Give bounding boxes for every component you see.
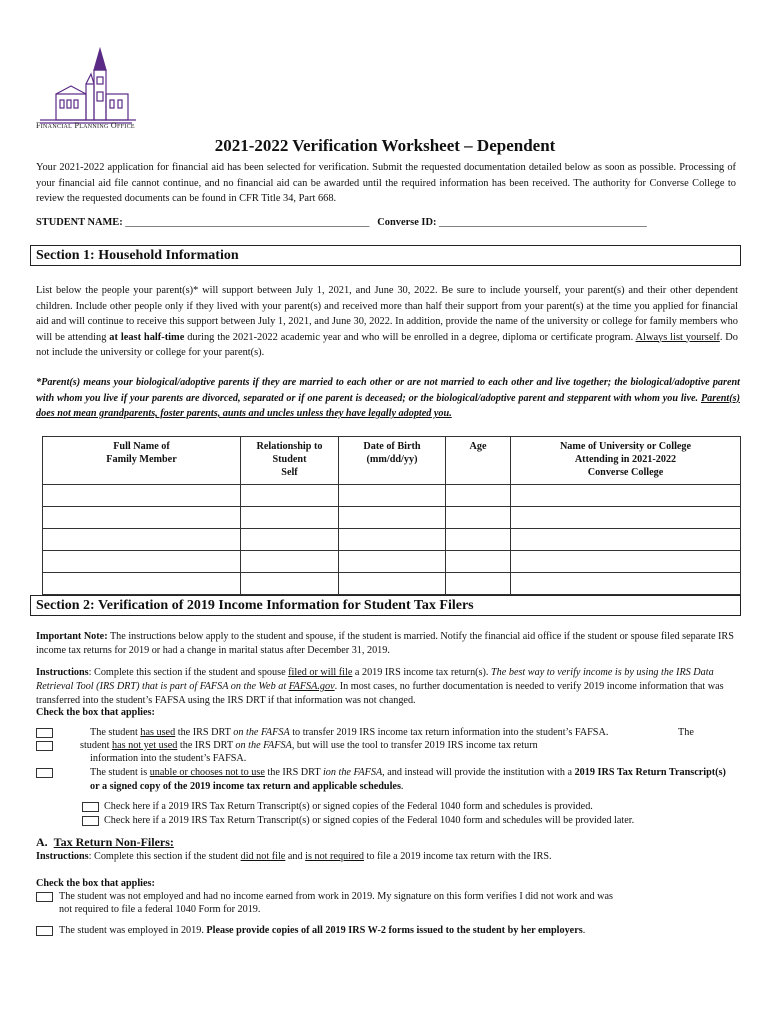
drt-used-checkbox[interactable] <box>36 728 53 738</box>
nonfilers-check-label: Check the box that applies: <box>36 878 155 889</box>
table-row[interactable] <box>43 573 741 595</box>
transcript-provided-text: Check here if a 2019 IRS Tax Return Transcript(s) or signed copies of the Federal 1040 form and schedules is provided. <box>104 801 593 812</box>
student-name-label: STUDENT NAME: <box>36 217 126 228</box>
option-not-employed: The student was not employed and had no income earned from work in 2019. My signature on this form verifies I did not work and was <box>59 891 613 902</box>
table-row[interactable] <box>43 529 741 551</box>
option-drt-not-yet-cont: information into the student’s FAFSA. <box>90 753 247 764</box>
nonfilers-instructions: Instructions: Complete this section if the student did not file and is not required to file a 2019 income tax return with the IRS. <box>36 851 552 862</box>
option-not-employed-cont: not required to file a federal 1040 Form for 2019. <box>59 904 261 915</box>
table-header-row <box>43 437 741 485</box>
drt-not-yet-checkbox[interactable] <box>36 741 53 751</box>
header-full-name: Full Name of Family Member <box>43 437 241 485</box>
household-table <box>42 436 741 595</box>
header-age: Age <box>446 437 511 485</box>
office-name: Financial Planning Office <box>36 121 135 130</box>
table-row[interactable] <box>43 485 741 507</box>
section2-instructions: Instructions: Complete this section if the student and spouse filed or will file a 2019 IRS income tax return(s). The best way to verify income is by using the IRS Data Retrieval Tool (IRS DRT) that is part of FAFSA on the Web at FAFSA.gov. In most cases, no further documentation is needed to verify 2019 income information that was transferred into the student’s FAFSA using the IRS DRT if that information was not changed. <box>36 667 724 706</box>
option-drt-unable: The student is unable or chooses not to use the IRS DRT ion the FAFSA, and instead will provide the institution with a 2019 IRS Tax Return Transcript(s) or a signed copy of the 2019 income tax return and applicable schedules. <box>90 767 726 792</box>
section1-heading: Section 1: Household Information <box>30 245 741 266</box>
section2-heading: Section 2: Verification of 2019 Income Information for Student Tax Filers <box>30 595 741 616</box>
converse-id-label: Converse ID: <box>377 217 440 228</box>
parent-definition: *Parent(s) means your biological/adoptive parents if they are married to each other or are not married to each other and live together; the biological/adoptive parent with whom you live if your parents are divorced, separated or if one parent is deceased; or the biological/adoptive parent and stepparent with whom you live. Parent(s) does not mean grandparents, foster parents, aunts and uncles unless they have legally adopted you. <box>36 377 740 419</box>
transcript-later-text: Check here if a 2019 IRS Tax Return Transcript(s) or signed copies of the Federal 1040 form and schedules will be provided later. <box>104 815 635 826</box>
option-employed: The student was employed in 2019. Please provide copies of all 2019 IRS W-2 forms issued to the student by her employers. <box>59 925 586 936</box>
table-row[interactable] <box>43 551 741 573</box>
student-name-field[interactable]: _______________________________________________ <box>125 217 370 228</box>
transcript-provided-checkbox[interactable] <box>82 802 99 812</box>
important-note: Important Note: The instructions below apply to the student and spouse, if the student is married. Notify the financial aid office if the student or spouse filed separate IRS income tax returns for 2019 or had a change in marital status after December 31, 2019. <box>36 631 734 656</box>
option-drt-used: The student has used the IRS DRT on the FAFSA to transfer 2019 IRS income tax return information into the student’s FAFSA. The <box>90 727 694 738</box>
header-dob: Date of Birth (mm/dd/yy) <box>339 437 446 485</box>
not-employed-checkbox[interactable] <box>36 892 53 902</box>
section1-instructions: List below the people your parent(s)* will support between July 1, 2021, and June 30, 2022. Be sure to include yourself, your parent(s) and their other dependent children. Include other people only if they lived with your parent(s) and received more than half their support from your parent(s) at the time you applied for financial aid and will continue to receive this support between July 1, 2021, and June 30, 2022. In addition, provide the name of the university or college for family members who will be attending at least half-time during the 2021-2022 academic year and who will be enrolled in a degree, diploma or certificate program. Always list yourself. Do not include the university or college for your parent(s). <box>36 285 738 358</box>
nonfilers-heading: A. Tax Return Non-Filers: <box>36 835 174 849</box>
header-university: Name of University or College Attending in 2021-2022 Converse College <box>511 437 741 485</box>
table-row[interactable] <box>43 507 741 529</box>
intro-paragraph: Your 2021-2022 application for financial aid has been selected for verification. Submit the requested documentation detailed below as soon as possible. Processing of your financial aid file cannot continue, and no financial aid can be awarded until the required information has been received. The authority for Converse College to review the requested documents can be found in CFR Title 34, Part 668. <box>36 162 736 204</box>
option-drt-not-yet: student has not yet used the IRS DRT on the FAFSA, but will use the tool to transfer 2019 IRS income tax return <box>80 740 538 751</box>
student-info-line <box>36 217 647 228</box>
employed-checkbox[interactable] <box>36 926 53 936</box>
fafsa-link[interactable]: FAFSA.gov <box>288 681 335 692</box>
converse-id-field[interactable]: ________________________________________ <box>439 217 647 228</box>
transcript-later-checkbox[interactable] <box>82 816 99 826</box>
page-title: 2021-2022 Verification Worksheet – Dependent <box>214 136 556 155</box>
header-relationship: Relationship to Student Self <box>241 437 339 485</box>
check-box-label: Check the box that applies: <box>36 707 155 718</box>
drt-unable-checkbox[interactable] <box>36 768 53 778</box>
